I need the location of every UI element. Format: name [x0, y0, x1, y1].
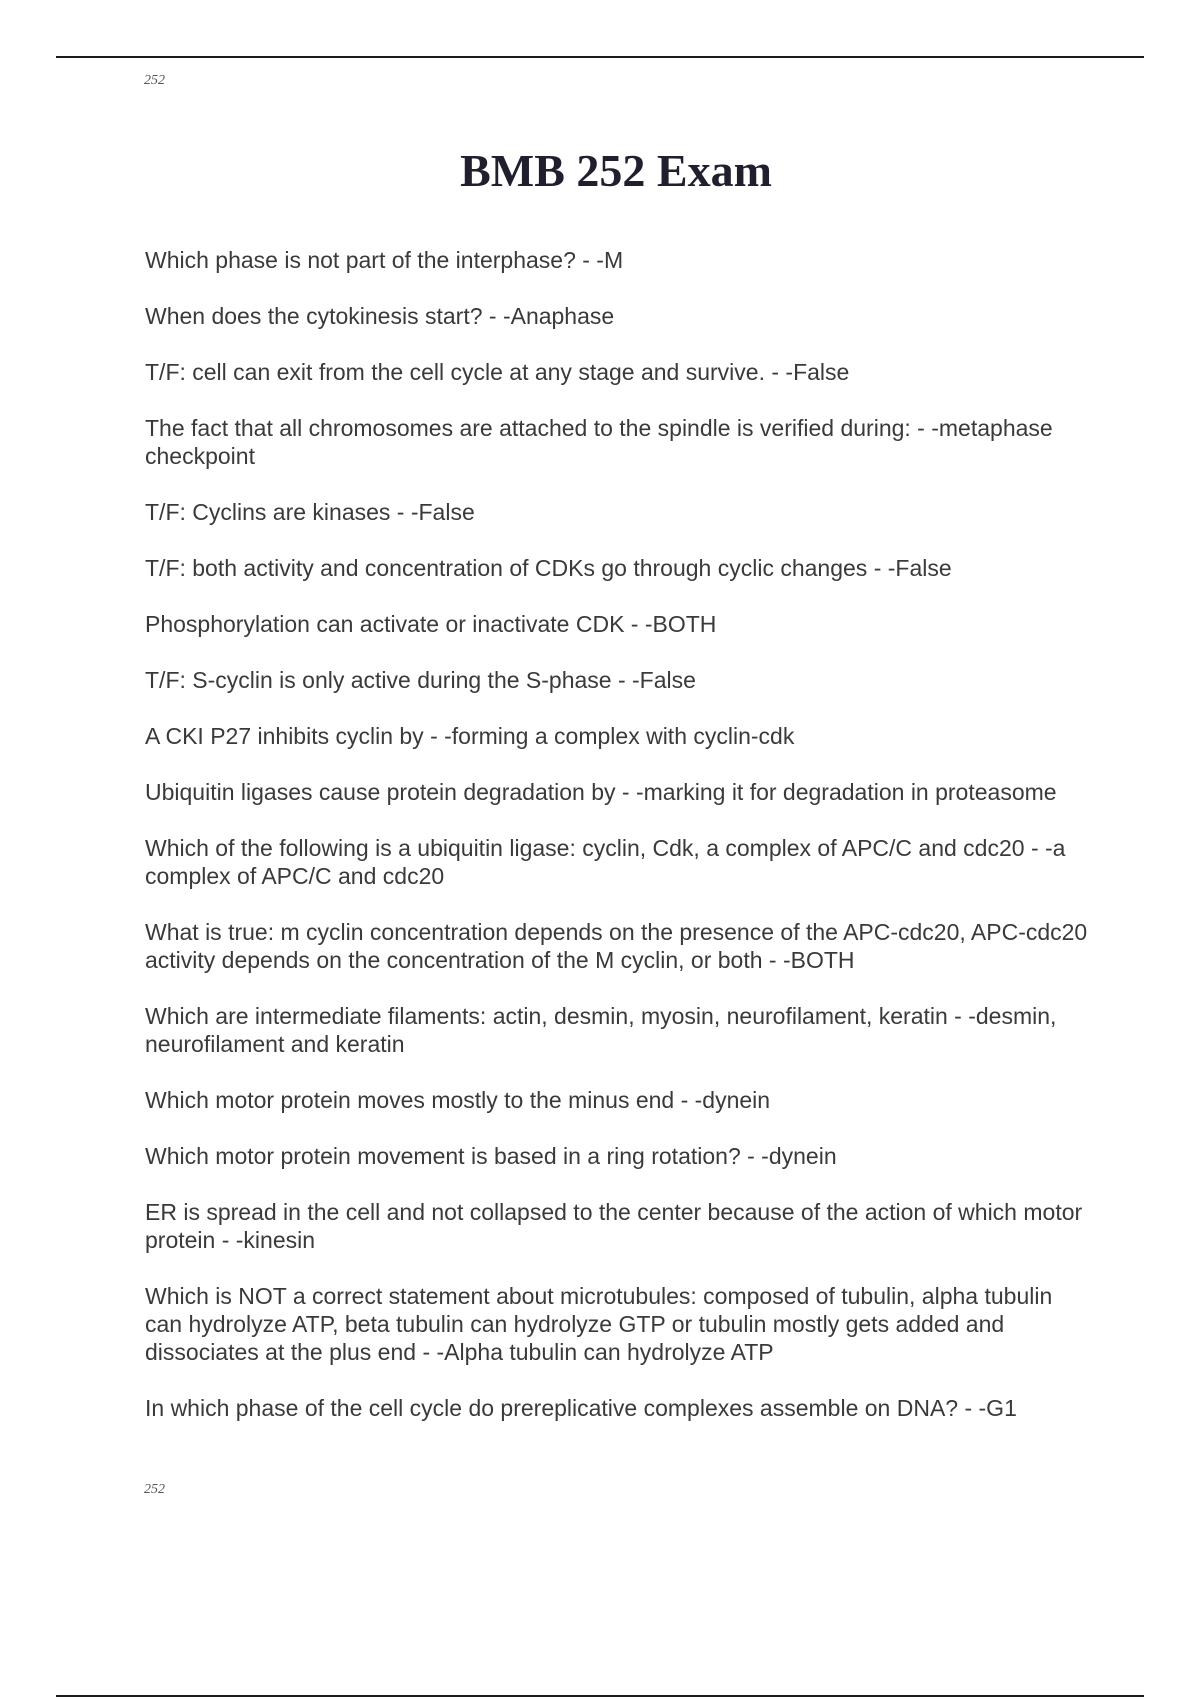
qa-item: Which of the following is a ubiquitin ligase: cyclin, Cdk, a complex of APC/C and cdc20 - -a complex of APC/C and cdc20 [145, 835, 1066, 889]
qa-item: T/F: Cyclins are kinases - -False [145, 499, 475, 525]
qa-item: Ubiquitin ligases cause protein degradation by - -marking it for degradation in proteasome [145, 779, 1057, 805]
qa-item: Phosphorylation can activate or inactivate CDK - -BOTH [145, 611, 717, 637]
running-head-top: 252 [144, 73, 165, 88]
qa-item: Which are intermediate filaments: actin, desmin, myosin, neurofilament, keratin - -desmin, neurofilament and keratin [145, 1003, 1057, 1057]
qa-item: Which is NOT a correct statement about microtubules: composed of tubulin, alpha tubulin can hydrolyze ATP, beta tubulin can hydrolyze GTP or tubulin mostly gets added and dissociates at the plus end - -Alpha tubulin can hydrolyze ATP [145, 1283, 1053, 1365]
qa-item: A CKI P27 inhibits cyclin by - -forming a complex with cyclin-cdk [145, 723, 795, 749]
bottom-rule [56, 1695, 1144, 1697]
qa-item: T/F: both activity and concentration of CDKs go through cyclic changes - -False [145, 555, 952, 581]
running-head-bottom: 252 [144, 1482, 165, 1497]
qa-item: T/F: S-cyclin is only active during the S-phase - -False [145, 667, 696, 693]
qa-item: In which phase of the cell cycle do prereplicative complexes assemble on DNA? - -G1 [145, 1395, 1017, 1421]
qa-item: ER is spread in the cell and not collapsed to the center because of the action of which motor protein - -kinesin [145, 1199, 1083, 1253]
qa-item: What is true: m cyclin concentration depends on the presence of the APC-cdc20, APC-cdc20 activity depends on the concentration of the M cyclin, or both - -BOTH [145, 919, 1088, 973]
qa-item: Which motor protein movement is based in a ring rotation? - -dynein [145, 1143, 837, 1169]
qa-item: Which phase is not part of the interphase? - -M [145, 247, 624, 273]
qa-list [145, 246, 1095, 1450]
qa-item: T/F: cell can exit from the cell cycle at any stage and survive. - -False [145, 359, 850, 385]
top-rule [56, 56, 1144, 58]
qa-item: The fact that all chromosomes are attached to the spindle is verified during: - -metaphase checkpoint [145, 415, 1053, 469]
qa-item: When does the cytokinesis start? - -Anaphase [145, 303, 615, 329]
qa-item: Which motor protein moves mostly to the minus end - -dynein [145, 1087, 771, 1113]
page-title: BMB 252 Exam [460, 145, 772, 196]
